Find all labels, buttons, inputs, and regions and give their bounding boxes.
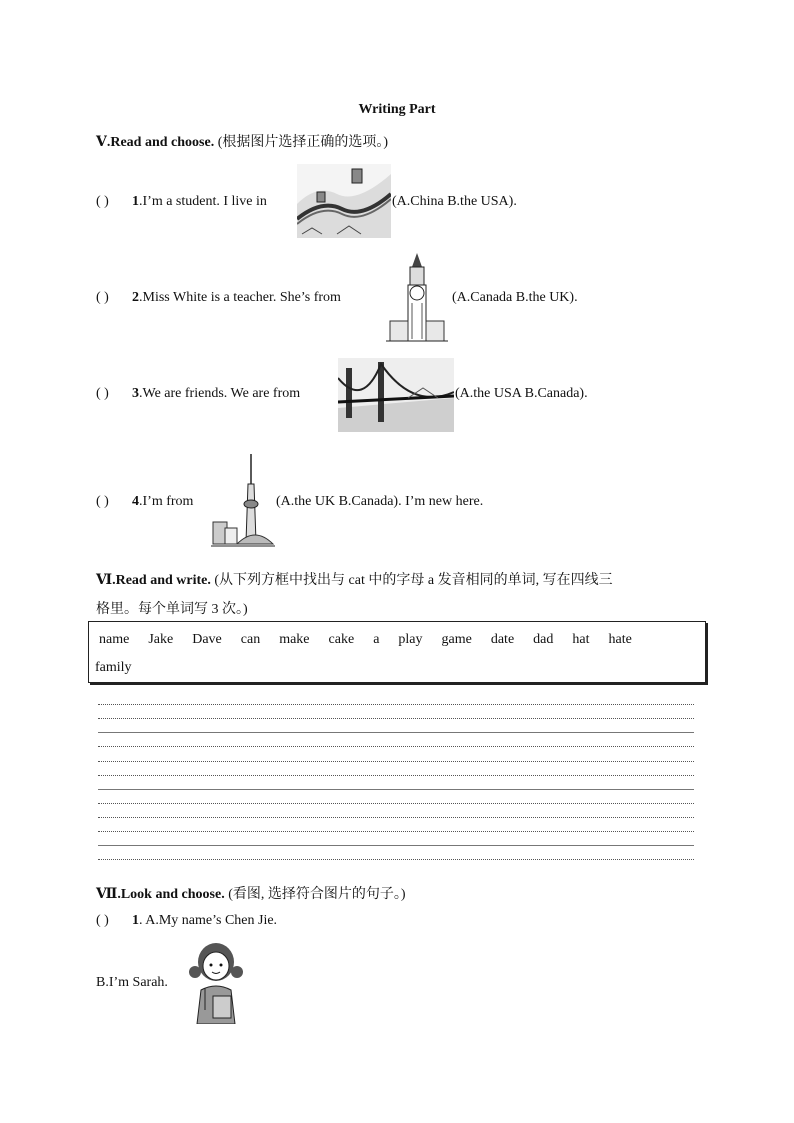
answer-blank[interactable]: ( ) (96, 386, 109, 401)
section-5-instruction: (根据图片选择正确的选项。) (217, 135, 389, 150)
question-text: .I’m from (139, 494, 194, 509)
section-6-title: Ⅵ.Read and write. (96, 573, 211, 588)
section-5-heading (96, 131, 388, 151)
section-7-heading (96, 883, 406, 903)
word: name (99, 632, 130, 647)
question-5-2 (96, 290, 341, 306)
word: date (490, 632, 515, 647)
question-5-3-options: (A.the USA B.Canada). (455, 386, 588, 401)
word: make (279, 632, 310, 647)
word: family (95, 660, 132, 675)
word: play (398, 632, 423, 647)
answer-blank[interactable]: ( ) (96, 194, 109, 209)
section-7-instruction: (看图, 选择符合图片的句子。) (228, 887, 406, 902)
word: can (240, 632, 261, 647)
answer-blank[interactable]: ( ) (96, 290, 109, 305)
question-text: .Miss White is a teacher. She’s from (139, 290, 341, 305)
word: hate (608, 632, 632, 647)
word: Jake (148, 632, 174, 647)
answer-blank[interactable]: ( ) (96, 494, 109, 509)
question-5-1 (96, 194, 267, 210)
section-6-instruction: (从下列方框中找出与 cat 中的字母 a 发音相同的单词, 写在四线三 (214, 573, 613, 588)
option-b: B.I’m Sarah. (96, 975, 168, 990)
question-5-2-options: (A.Canada B.the UK). (452, 290, 578, 305)
question-text: .We are friends. We are from (139, 386, 301, 401)
question-5-4 (96, 494, 193, 510)
question-5-4-options: (A.the UK B.Canada). I’m new here. (276, 494, 484, 509)
question-number: 3 (132, 386, 139, 401)
word: game (441, 632, 472, 647)
section-6-instruction-cont: 格里。每个单词写 3 次。) (96, 602, 248, 617)
section-7-title: Ⅶ.Look and choose. (96, 887, 225, 902)
question-number: 2 (132, 290, 139, 305)
word-box (88, 621, 706, 683)
word: Dave (192, 632, 222, 647)
page-title: Writing Part (358, 102, 436, 117)
great-wall-image (297, 164, 391, 238)
girl-image (185, 940, 247, 1024)
golden-gate-bridge-image (338, 358, 454, 432)
option-a: . A.My name’s Chen Jie. (139, 913, 278, 928)
big-ben-image (386, 251, 448, 343)
question-7-1 (96, 913, 277, 929)
question-5-3 (96, 386, 300, 402)
word: dad (533, 632, 554, 647)
section-6-heading (96, 569, 613, 589)
answer-blank[interactable]: ( ) (96, 913, 109, 928)
question-number: 1 (132, 913, 139, 928)
question-text: .I’m a student. I live in (139, 194, 267, 209)
word: cake (328, 632, 355, 647)
word-list (99, 632, 699, 648)
cn-tower-image (211, 454, 275, 550)
section-5-title: Ⅴ.Read and choose. (96, 135, 215, 150)
question-number: 1 (132, 194, 139, 209)
word: hat (572, 632, 590, 647)
question-5-1-options: (A.China B.the USA). (392, 194, 517, 209)
question-number: 4 (132, 494, 139, 509)
word: a (373, 632, 380, 647)
